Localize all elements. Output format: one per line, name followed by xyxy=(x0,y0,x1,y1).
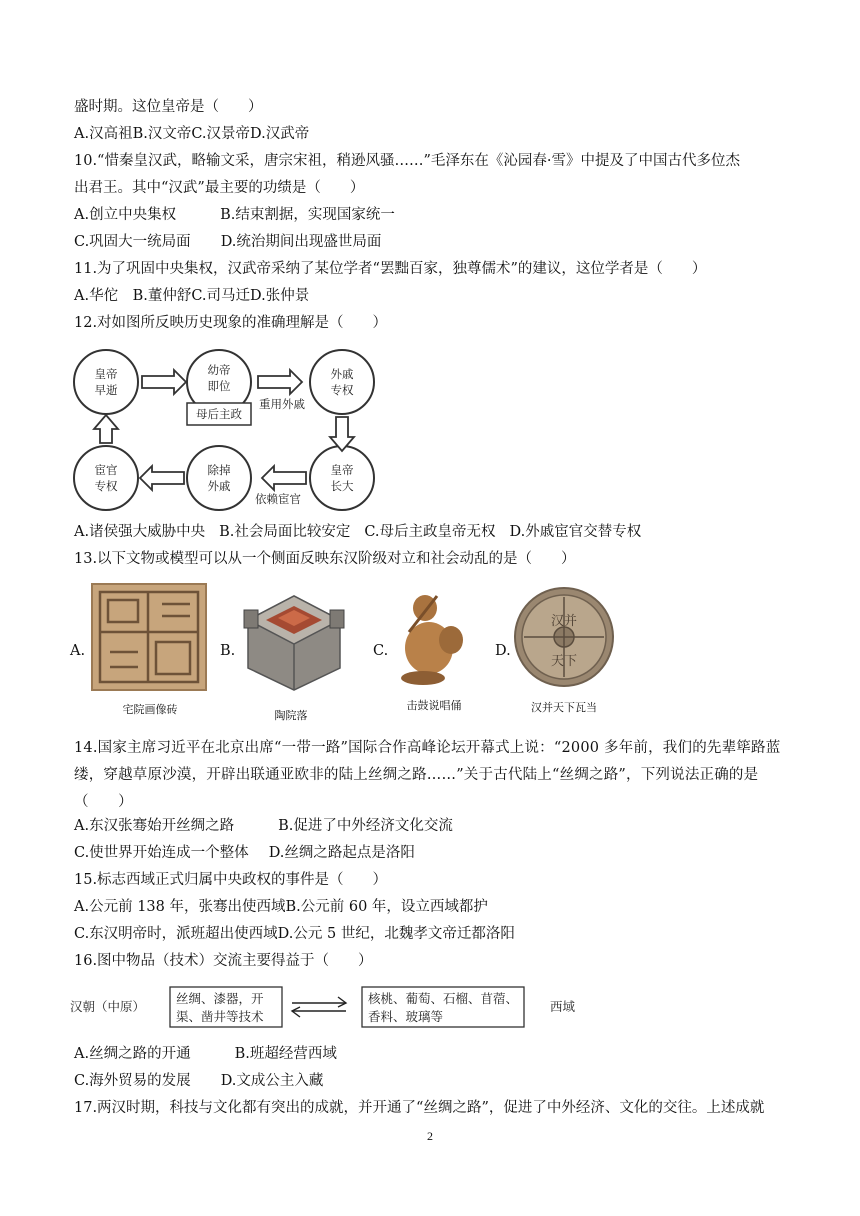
q12-option-a: A.诸侯强大威胁中央 xyxy=(74,524,206,540)
n4b: 长大 xyxy=(330,479,354,493)
node-emperor-grown xyxy=(310,446,374,510)
n1a: 皇帝 xyxy=(94,367,118,381)
n4a: 皇帝 xyxy=(330,463,354,477)
caption-courtyard: 陶院落 xyxy=(274,709,308,722)
q12-option-c: C.母后主政皇帝无权 xyxy=(364,524,496,540)
brick-relief-image xyxy=(90,582,208,692)
q10-options-row2 xyxy=(74,232,381,252)
q16-stem: 16.图中物品（技术）交流主要得益于（ ） xyxy=(74,953,373,969)
q11-options: A.华佗 B.董仲舒C.司马迁D.张仲景 xyxy=(74,288,310,304)
pottery-courtyard-image xyxy=(238,582,350,694)
q10-option-c: C.巩固大一统局面 xyxy=(74,234,191,250)
node-eunuch-power xyxy=(74,446,138,510)
q16-option-c: C.海外贸易的发展 xyxy=(74,1073,191,1089)
q15-options-row1: A.公元前 138 年，张骞出使西域B.公元前 60 年，设立西域都护 xyxy=(74,899,488,915)
q12-option-d: D.外戚宦官交替专权 xyxy=(509,524,642,540)
caption-figurine: 击鼓说唱俑 xyxy=(406,699,462,712)
edge-label-rely-eunuch: 依赖宦官 xyxy=(255,492,301,506)
q10-stem-line2: 出君王。其中“汉武”最主要的功绩是（ ） xyxy=(74,180,365,196)
western-goods-line1: 核桃、葡萄、石榴、苜蓿、 xyxy=(368,991,519,1006)
q10-option-d: D.统治期间出现盛世局面 xyxy=(220,234,382,250)
arrow-1 xyxy=(142,370,186,394)
q12-option-b: B.社会局面比较安定 xyxy=(219,524,351,540)
q13-label-d: D. xyxy=(495,643,511,659)
q12-options xyxy=(74,522,641,542)
q14-options-row1 xyxy=(74,816,453,836)
q16-option-a: A.丝绸之路的开通 xyxy=(74,1046,191,1062)
q13-label-a: A. xyxy=(70,643,86,659)
q10-option-b: B.结束割据，实现国家统一 xyxy=(220,207,395,223)
q13-label-b: B. xyxy=(220,643,236,659)
arrow-3 xyxy=(330,417,354,451)
q16-option-d: D.文成公主入藏 xyxy=(220,1073,324,1089)
q17-stem-line1: 17.两汉时期，科技与文化都有突出的成就，并开通了“丝绸之路”，促进了中外经济、文化的交往。上述成就 xyxy=(74,1100,765,1116)
n1b: 早逝 xyxy=(94,383,118,397)
han-label: 汉朝（中原） xyxy=(70,999,146,1014)
q14-stem: 14.国家主席习近平在北京出席“一带一路”国际合作高峰论坛开幕式上说：“2000 多年前，我们的先辈筚路蓝缕，穿越草原沙漠，开辟出联通亚欧非的陆上丝绸之路……”关于古代陆上“丝绸之路”，下列说法正确的是（ ） xyxy=(74,740,781,810)
q13-stem: 13.以下文物或模型可以从一个侧面反映东汉阶级对立和社会动乱的是（ ） xyxy=(74,551,576,567)
n2a: 幼帝 xyxy=(207,363,231,377)
n5a: 除掉 xyxy=(207,463,231,477)
q12-cycle-diagram xyxy=(70,345,390,517)
arrow-6 xyxy=(94,415,118,443)
q10-stem-line1: 10.“惜秦皇汉武，略输文采，唐宗宋祖，稍逊风骚……”毛泽东在《沁园春·雪》中提及了中国古代多位杰 xyxy=(74,153,740,169)
q16-exchange-diagram xyxy=(70,983,590,1033)
tile-text-bottom: 天下 xyxy=(550,654,578,669)
page-number: 2 xyxy=(427,1129,433,1143)
q16-option-b: B.班超经营西域 xyxy=(234,1046,337,1062)
exchange-arrows-icon xyxy=(292,997,346,1017)
n3b: 专权 xyxy=(330,383,354,397)
n6a: 宦官 xyxy=(94,463,118,477)
n6b: 专权 xyxy=(94,479,118,493)
edge-label-rely-consort: 重用外戚 xyxy=(259,397,305,411)
q14-option-b: B.促进了中外经济文化交流 xyxy=(278,818,453,834)
q16-options-row2 xyxy=(74,1071,323,1091)
node-emperor-early-death xyxy=(74,350,138,414)
q9-stem-end: 盛时期。这位皇帝是（ ） xyxy=(74,99,263,115)
q14-option-c: C.使世界开始连成一个整体 xyxy=(74,845,249,861)
tile-text-top: 汉并 xyxy=(550,614,578,629)
q16-options-row1 xyxy=(74,1044,337,1064)
q14-option-a: A.东汉张骞始开丝绸之路 xyxy=(74,818,235,834)
n3a: 外戚 xyxy=(330,367,354,381)
roof-tile-end-image xyxy=(512,585,616,689)
q12-stem: 12.对如图所反映历史现象的准确理解是（ ） xyxy=(74,315,388,331)
node-consort-clan-power xyxy=(310,350,374,414)
western-regions-label: 西域 xyxy=(550,999,576,1014)
q13-label-c: C. xyxy=(373,643,389,659)
q14-options-row2 xyxy=(74,843,415,863)
n2b: 即位 xyxy=(207,379,231,393)
han-goods-line2: 渠、凿井等技术 xyxy=(176,1009,264,1024)
arrow-2 xyxy=(258,370,302,394)
western-goods-line2: 香料、玻璃等 xyxy=(368,1009,444,1024)
q15-options-row2: C.东汉明帝时，派班超出使西域D.公元 5 世纪，北魏孝文帝迁都洛阳 xyxy=(74,926,515,942)
storyteller-figurine-image xyxy=(393,588,473,688)
caption-brick: 宅院画像砖 xyxy=(122,703,178,716)
q15-stem: 15.标志西域正式归属中央政权的事件是（ ） xyxy=(74,872,388,888)
q10-options-row1 xyxy=(74,205,395,225)
q10-option-a: A.创立中央集权 xyxy=(74,207,177,223)
q14-option-d: D.丝绸之路起点是洛阳 xyxy=(268,845,415,861)
arrow-4 xyxy=(262,466,306,490)
han-goods-line1: 丝绸、漆器，开 xyxy=(176,991,264,1006)
n5b: 外戚 xyxy=(207,479,231,493)
arrow-5 xyxy=(140,466,184,490)
caption-roof-tile: 汉并天下瓦当 xyxy=(531,701,597,714)
q11-stem: 11.为了巩固中央集权，汉武帝采纳了某位学者“罢黜百家，独尊儒术”的建议，这位学者是（ ） xyxy=(74,261,707,277)
node-remove-consort-clan xyxy=(187,446,251,510)
q9-options: A.汉高祖B.汉文帝C.汉景帝D.汉武帝 xyxy=(74,126,310,142)
n2box: 母后主政 xyxy=(196,407,242,421)
